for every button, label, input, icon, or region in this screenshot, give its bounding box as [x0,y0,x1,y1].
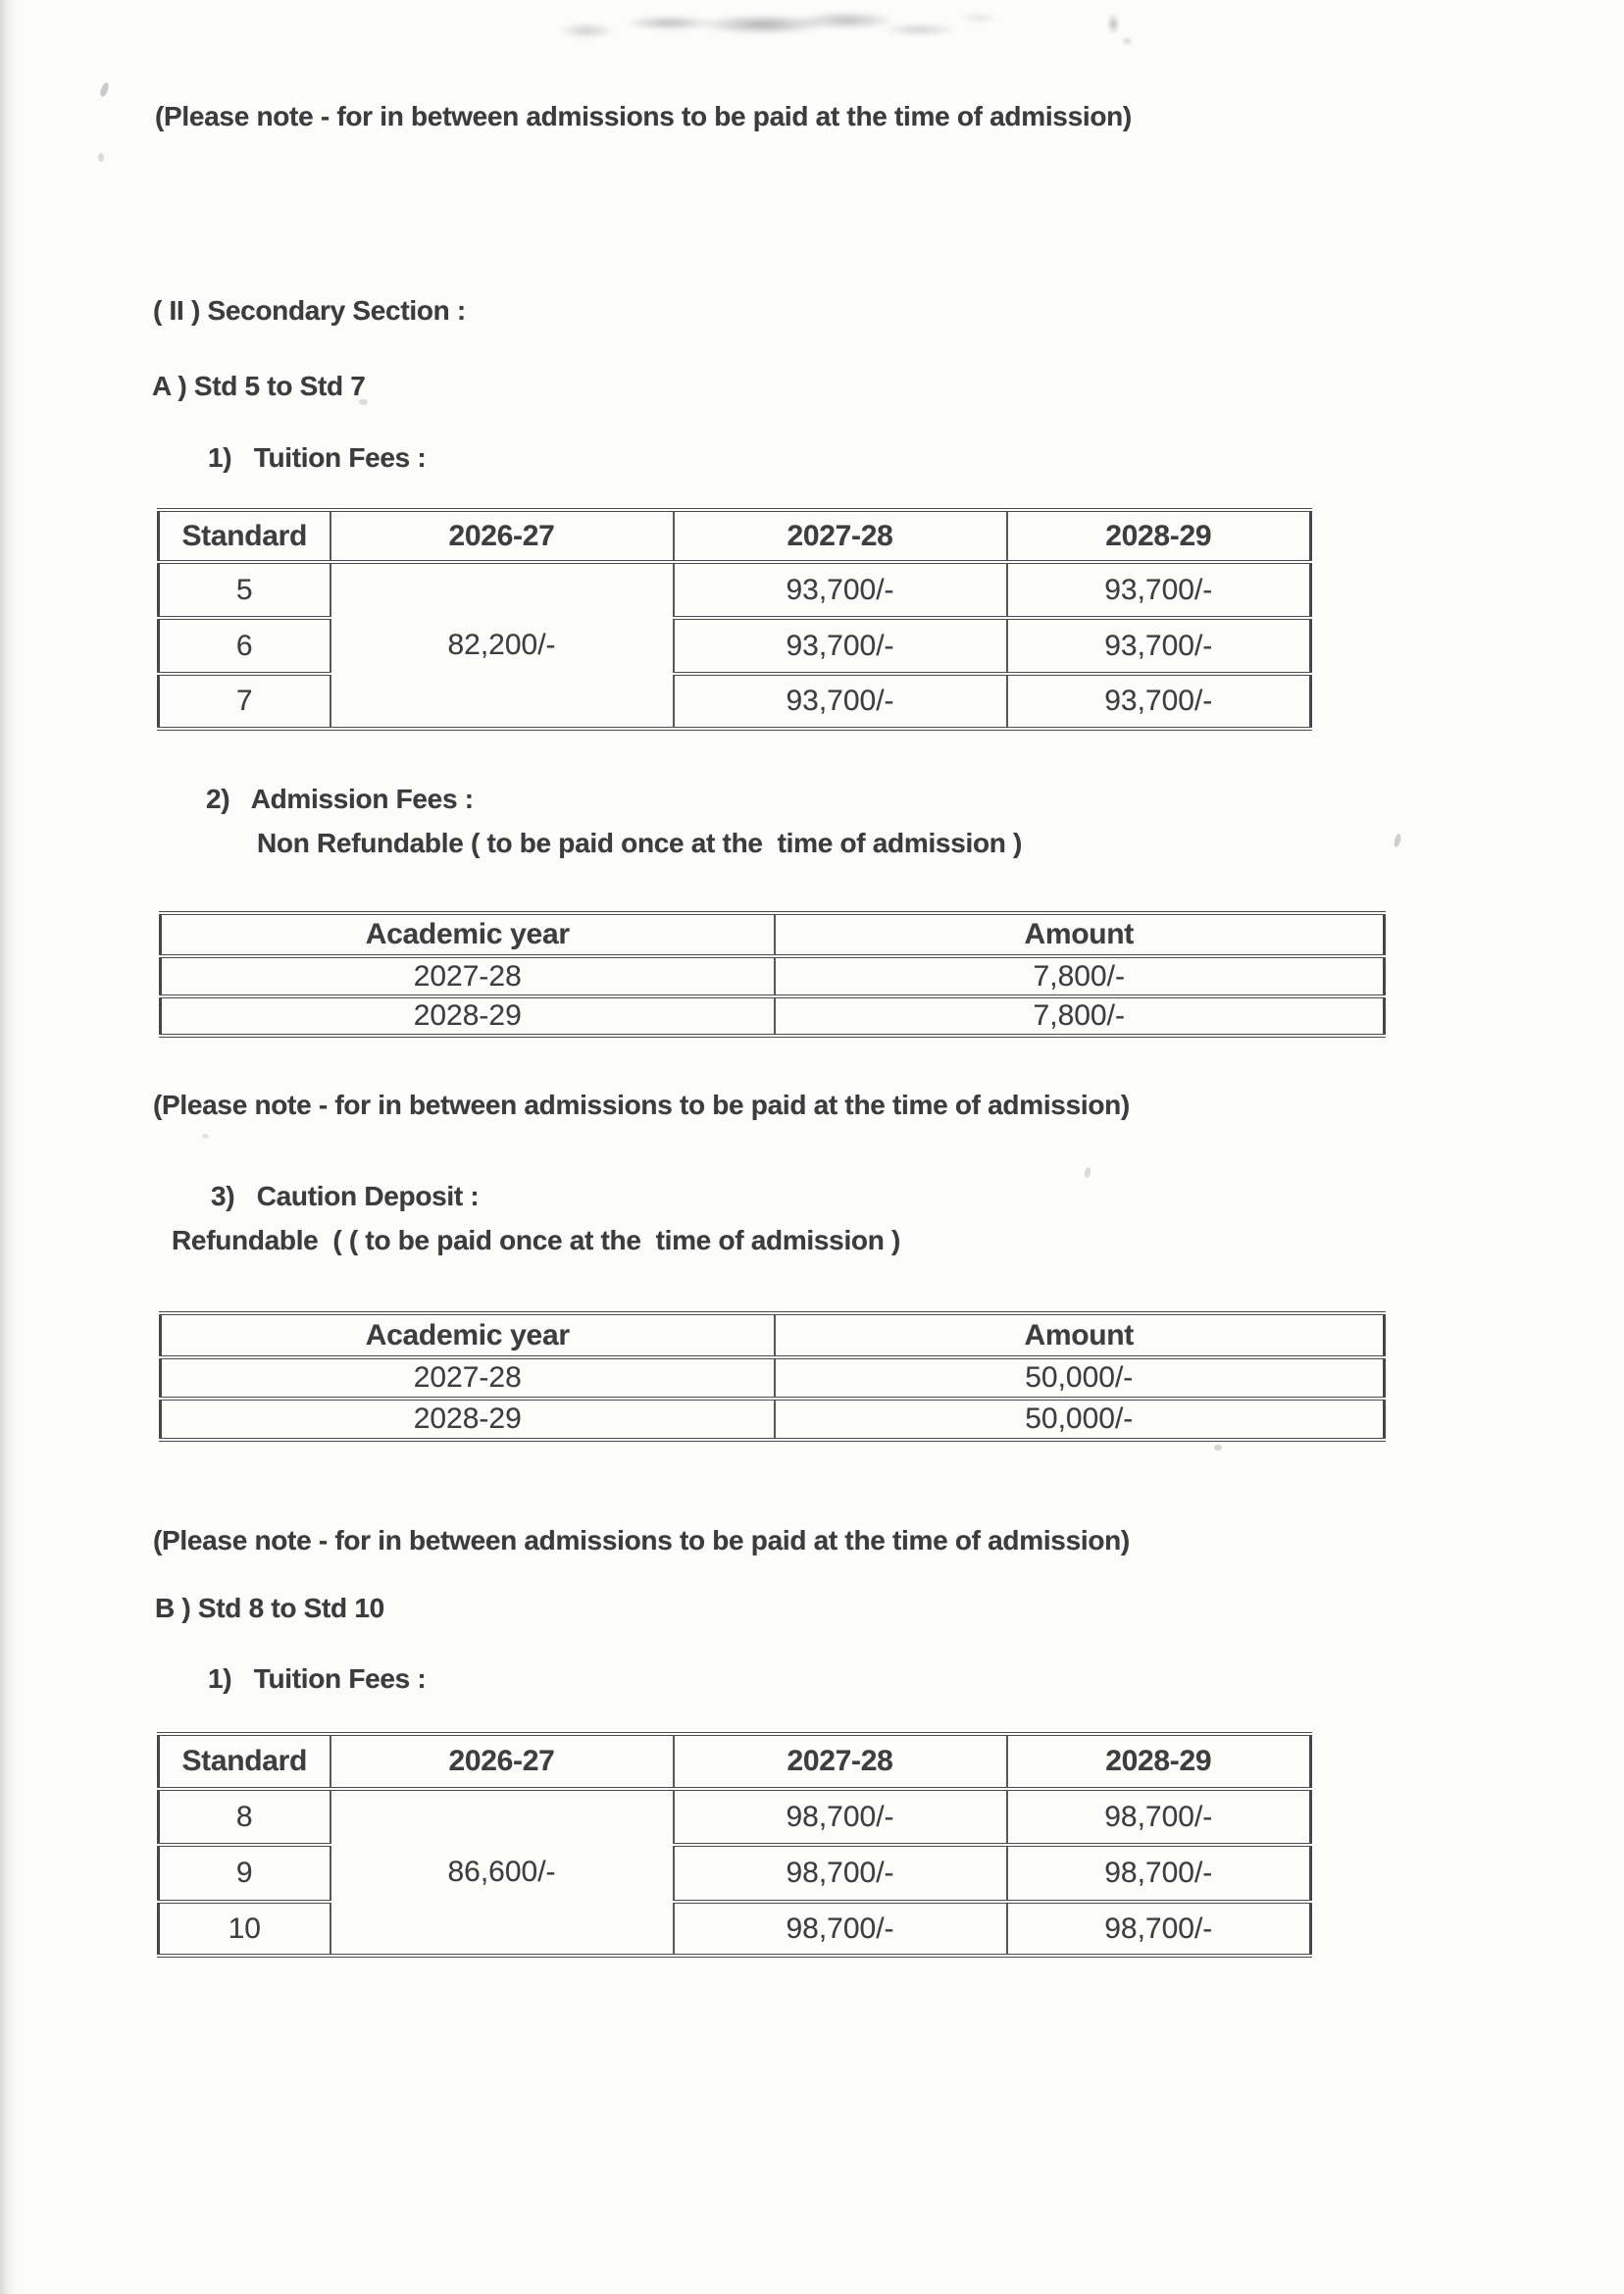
cell-2027-28-fee: 93,700/- [674,562,1007,618]
column-header-2026-27: 2026-27 [330,1734,674,1789]
cell-2028-29-fee: 98,700/- [1007,1845,1311,1902]
table-row [161,1357,1385,1399]
column-header-2028-29: 2028-29 [1007,1734,1311,1789]
column-header-amount: Amount [775,1313,1385,1357]
cell-academic-year: 2028-29 [161,1399,775,1440]
table-row [161,956,1385,996]
cell-2028-29-fee: 98,700/- [1007,1902,1311,1956]
tuition-fees-table-std8-10 [157,1732,1312,1958]
cell-2027-28-fee: 98,700/- [674,1845,1007,1902]
scan-speck [202,1134,209,1139]
scan-speck [99,81,109,97]
scan-noise-top-smudge [537,0,1028,51]
cell-standard: 6 [159,618,330,674]
note-between-admissions-2: (Please note - for in between admissions to be paid at the time of admission) [153,1090,1130,1120]
admission-fees-subtext: Non Refundable ( to be paid once at the time of admission ) [257,828,1023,858]
scan-left-edge-shadow [0,0,18,2294]
cell-amount: 7,800/- [775,996,1385,1036]
cell-2027-28-fee: 98,700/- [674,1902,1007,1956]
column-header-academic-year: Academic year [161,913,775,956]
table-row [161,996,1385,1036]
note-between-admissions-3: (Please note - for in between admissions to be paid at the time of admission) [153,1525,1130,1555]
table-row [159,562,1311,618]
scan-noise-top-right-smudge [1085,6,1153,51]
scan-speck [98,153,104,162]
cell-2028-29-fee: 93,700/- [1007,618,1311,674]
cell-2028-29-fee: 93,700/- [1007,562,1311,618]
tuition-fees-table-std5-7 [157,508,1312,731]
cell-standard: 9 [159,1845,330,1902]
subsection-a-heading: A ) Std 5 to Std 7 [152,371,366,401]
column-header-amount: Amount [775,913,1385,956]
cell-academic-year: 2027-28 [161,956,775,996]
item-admission-fees: 2) Admission Fees : [206,784,474,814]
cell-2027-28-fee: 93,700/- [674,674,1007,729]
cell-2028-29-fee: 93,700/- [1007,674,1311,729]
column-header-standard: Standard [159,1734,330,1789]
cell-amount: 50,000/- [775,1399,1385,1440]
subsection-b-heading: B ) Std 8 to Std 10 [155,1593,384,1623]
admission-fees-table [159,911,1386,1038]
caution-deposit-subtext: Refundable ( ( to be paid once at the time of admission ) [172,1225,901,1255]
cell-academic-year: 2027-28 [161,1357,775,1399]
column-header-2028-29: 2028-29 [1007,510,1311,562]
cell-2027-28-fee: 98,700/- [674,1789,1007,1845]
note-between-admissions-1: (Please note - for in between admissions to be paid at the time of admission) [155,101,1132,131]
table-row [161,1399,1385,1440]
item-tuition-fees-b: 1) Tuition Fees : [208,1663,427,1694]
scan-speck [1084,1166,1091,1178]
caution-deposit-table [159,1311,1386,1442]
section-heading-secondary: ( II ) Secondary Section : [153,295,466,326]
scan-speck [1214,1445,1222,1451]
cell-merged-2026-27-fee: 86,600/- [330,1789,674,1956]
cell-2028-29-fee: 98,700/- [1007,1789,1311,1845]
column-header-standard: Standard [159,510,330,562]
item-tuition-fees-a: 1) Tuition Fees : [208,442,427,473]
column-header-academic-year: Academic year [161,1313,775,1357]
cell-standard: 5 [159,562,330,618]
cell-standard: 7 [159,674,330,729]
column-header-2027-28: 2027-28 [674,1734,1007,1789]
cell-2027-28-fee: 93,700/- [674,618,1007,674]
cell-standard: 8 [159,1789,330,1845]
column-header-2027-28: 2027-28 [674,510,1007,562]
item-caution-deposit: 3) Caution Deposit : [211,1181,480,1211]
cell-amount: 7,800/- [775,956,1385,996]
table-row [159,1789,1311,1845]
cell-academic-year: 2028-29 [161,996,775,1036]
cell-merged-2026-27-fee: 82,200/- [330,562,674,729]
column-header-2026-27: 2026-27 [330,510,674,562]
cell-standard: 10 [159,1902,330,1956]
scan-speck [1394,834,1401,848]
cell-amount: 50,000/- [775,1357,1385,1399]
